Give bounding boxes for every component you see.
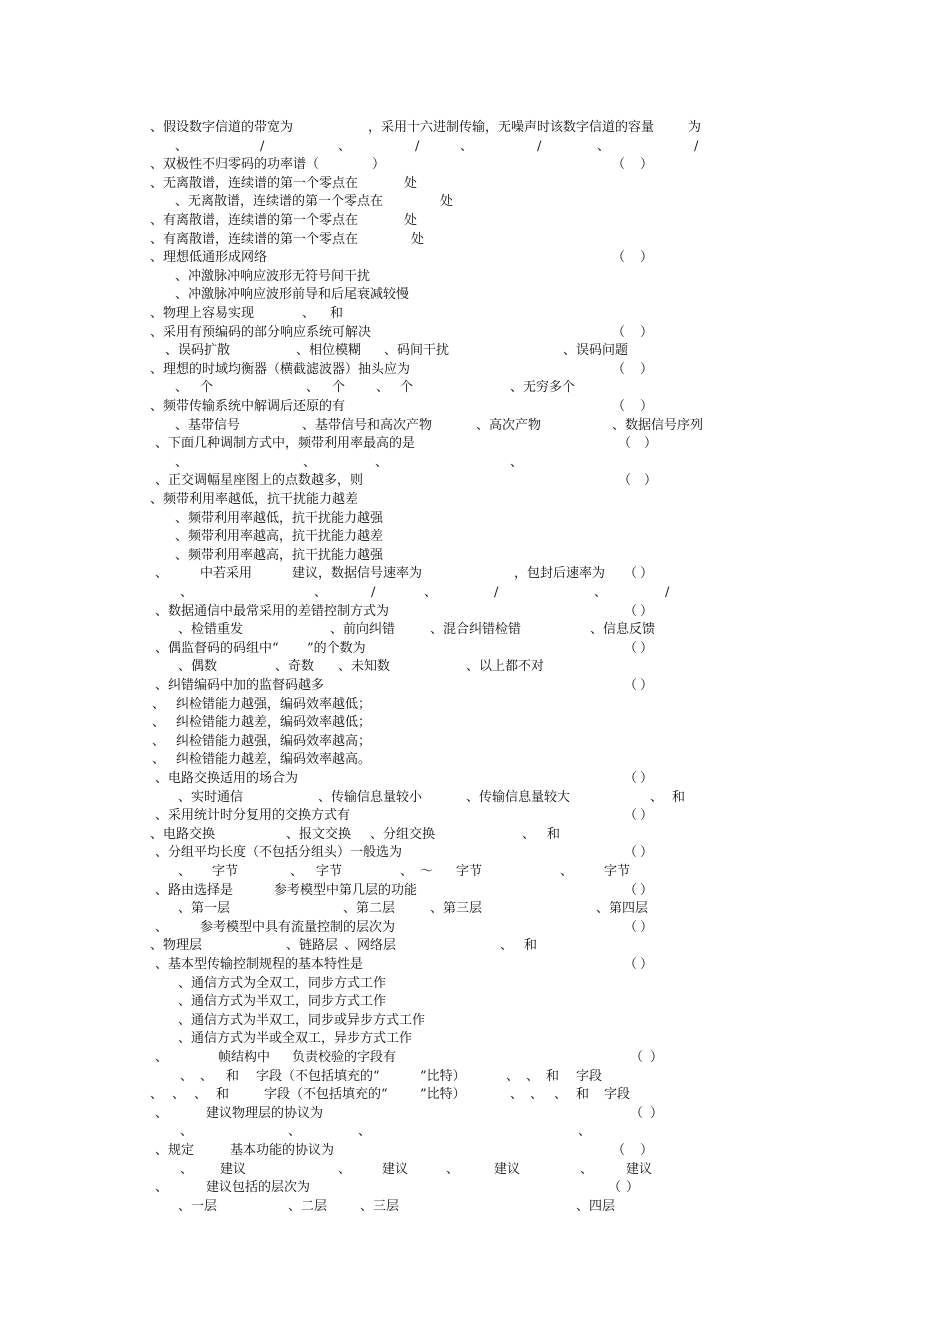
text-segment: 、频带利用率越低，抗干扰能力越差 [150,492,359,507]
text-segment: 、链路层 [286,938,339,954]
text-segment: （ [624,845,638,861]
text-line [0,267,950,286]
text-segment: 、误码扩散 [165,343,231,359]
text-segment: 、 [578,1124,592,1140]
text-segment: 、信息反馈 [590,622,656,638]
text-segment: 、第二层 [343,901,396,917]
text-segment: 处 [404,213,418,228]
text-segment: 、通信方式为半双工，同步或异步方式工作 [178,1012,426,1028]
text-segment: （ [612,399,626,414]
text-segment: 、偶监督码的码组中“ [155,640,279,656]
text-segment: 纠检错能力越强，编码效率越高； [176,733,372,749]
text-line [0,1160,950,1179]
text-line [0,1067,950,1086]
text-line [0,1048,950,1067]
text-segment: 、无离散谱，连续谱的第一个零点在 [150,175,359,191]
text-segment: 、无离散谱，连续谱的第一个零点在 [175,194,384,210]
text-segment: 、 [180,1124,194,1140]
text-segment: 、 [152,733,166,749]
text-segment: 、 [554,1087,568,1103]
text-line [0,657,950,676]
text-line [0,471,950,490]
text-segment: 字节 [604,864,631,879]
text-segment: 、分组平均长度（不包括分组头）一般选为 [155,845,403,861]
text-segment: 、 [338,138,352,154]
text-line [0,285,950,304]
text-segment: 、频带传输系统中解调后还原的有 [150,399,346,414]
text-segment: ） [650,1050,664,1065]
text-segment: 、 [152,715,166,731]
text-segment: 、二层 [288,1198,328,1214]
text-segment: 中若采用 [200,566,253,582]
text-segment: 、混合纠错检错 [430,622,522,638]
text-segment: 建议包括的层次为 [206,1180,311,1196]
text-segment: 、 [560,864,574,879]
text-segment: ） [650,1105,664,1121]
text-line [0,490,950,509]
text-line [0,304,950,323]
text-segment: 和 [524,938,538,954]
text-line [0,1104,950,1123]
text-segment: ”比特） [420,1068,466,1084]
text-segment: 、 [597,138,611,154]
text-segment: 、 [522,826,536,842]
text-segment: 、 [302,306,316,321]
text-segment: （ [624,771,638,786]
text-line [0,806,950,825]
text-segment: 、纠错编码中加的监督码越多 [155,678,325,693]
text-segment: 、实时通信 [178,789,244,805]
text-line [0,918,950,937]
text-segment: 字节 [456,864,483,879]
text-segment: ） [640,399,654,414]
text-segment: 、电路交换适用的场合为 [155,771,299,786]
text-segment: （ [624,808,638,824]
text-line [0,174,950,193]
text-segment: 、 [580,1161,594,1177]
text-segment: 、 [194,1087,208,1103]
text-segment: 、 [290,864,304,879]
text-segment: 、 [178,864,192,879]
text-segment: ”的个数为 [307,640,366,656]
text-segment: （ [624,678,638,693]
text-segment: 和 [330,306,344,321]
text-segment: 、一层 [178,1198,218,1214]
text-segment: ） [640,845,654,861]
text-line [0,713,950,732]
text-segment: / [415,138,420,154]
text-segment: 、奇数 [275,659,315,675]
text-segment: 建议 [382,1161,409,1177]
text-segment: 、物理层 [150,938,203,954]
text-segment: 、第一层 [178,901,231,917]
text-segment: （ [612,324,626,340]
text-segment: 、 [506,1068,520,1084]
text-segment: 、 [155,1050,169,1065]
text-segment: ） [640,1143,654,1158]
text-line [0,974,950,993]
text-segment: 、未知数 [338,659,391,675]
text-line [0,695,950,714]
text-segment: 、 [338,1161,352,1177]
text-line [0,192,950,211]
text-segment: 、假设数字信道的带宽为 [150,120,294,135]
text-line [0,155,950,174]
text-segment: 、 [424,585,438,600]
text-segment: （ [624,640,638,656]
text-segment: 参考模型中第几层的功能 [274,882,418,898]
text-segment: 、规定 [155,1143,195,1158]
text-segment: ） [626,1180,640,1196]
text-segment: 、有离散谱，连续谱的第一个零点在 [150,213,359,228]
text-segment: ） [640,361,654,377]
text-segment: ） [640,566,654,582]
text-segment: （ [624,919,638,935]
text-segment: 、路由选择是 [155,882,234,898]
text-segment: 、 [446,1161,460,1177]
text-line [0,564,950,583]
text-line [0,248,950,267]
text-segment: 处 [404,175,418,191]
text-segment: 基本功能的协议为 [230,1143,335,1158]
text-segment: 、理想的时域均衡器（横截滤波器）抽头应为 [150,361,411,377]
text-segment: 、频带利用率越低，抗干扰能力越强 [175,510,384,526]
text-line [0,1011,950,1030]
text-segment: （ [612,250,626,266]
text-segment: 、 [358,1124,372,1140]
text-segment: （ [612,1143,626,1158]
text-segment: ） [640,157,654,173]
text-segment: （ [608,1180,622,1196]
text-line [0,341,950,360]
text-segment: 、正交调幅星座图上的点数越多，则 [155,473,364,489]
text-segment: 字节 [212,864,239,879]
text-line [0,936,950,955]
text-segment: 、误码问题 [563,343,629,359]
text-segment: 、 [306,380,320,396]
text-segment: 字节 [316,864,343,879]
text-line [0,602,950,621]
text-segment: 、电路交换 [150,826,216,842]
text-segment: 、有离散谱，连续谱的第一个零点在 [150,231,359,247]
text-segment: 、频带利用率越高，抗干扰能力越差 [175,529,384,545]
text-segment: 、基本型传输控制规程的基本特性是 [155,957,364,972]
text-segment: 、 [303,454,317,470]
text-segment: 、第三层 [430,901,483,917]
text-segment: 处 [411,231,425,247]
text-segment: ，包封后速率为 [514,566,606,582]
text-segment: 、频带利用率越高，抗干扰能力越强 [175,547,384,563]
text-line [0,118,950,137]
text-line [0,620,950,639]
text-line [0,323,950,342]
text-line [0,230,950,249]
text-segment: 、 [155,1180,169,1196]
text-segment: 、 [526,1068,540,1084]
text-line [0,788,950,807]
text-line [0,1122,950,1141]
text-segment: 、网络层 [344,938,397,954]
text-segment: 字段（不包括填充的“ [256,1068,380,1084]
text-segment: 、高次产物 [476,417,542,433]
text-line [0,434,950,453]
text-line [0,1029,950,1048]
text-segment: 和 [546,1068,560,1084]
text-line [0,825,950,844]
text-segment: 、码间干扰 [384,343,450,359]
text-segment: / [665,585,670,600]
text-line [0,583,950,602]
text-line [0,750,950,769]
text-segment: 、四层 [576,1198,616,1214]
text-segment: ） [640,808,654,824]
text-segment: 建议 [626,1161,653,1177]
text-segment: 、理想低通形成网络 [150,250,268,266]
text-segment: / [260,138,265,154]
text-segment: 、三层 [360,1198,400,1214]
text-segment: 、以上都不对 [466,659,545,675]
text-segment: ） [640,603,654,619]
text-line [0,397,950,416]
text-segment: 个 [200,380,214,396]
text-line [0,1085,950,1104]
text-line [0,509,950,528]
text-segment: ） [372,157,386,173]
text-segment: 和 [672,789,686,805]
text-line [0,992,950,1011]
text-segment: ） [640,771,654,786]
text-segment: 负责校验的字段有 [292,1050,397,1065]
text-segment: 纠检错能力越强，编码效率越低； [176,696,372,712]
text-segment: （ [612,361,626,377]
text-segment: ） [640,324,654,340]
text-segment: ） [640,919,654,935]
text-segment: 和 [547,826,561,842]
text-segment: 参考模型中具有流量控制的层次为 [200,919,396,935]
text-line [0,1197,950,1216]
text-segment: / [371,585,376,600]
text-segment: 、通信方式为半或全双工，异步方式工作 [178,1031,413,1047]
text-segment: 、 [175,454,189,470]
text-segment: 、报文交换 [286,826,352,842]
text-line [0,955,950,974]
text-segment: 纠检错能力越差，编码效率越高。 [176,752,372,768]
text-segment: 、传输信息量较小 [318,789,423,805]
text-line [0,137,950,156]
text-line [0,639,950,658]
text-segment: ”比特） [420,1087,466,1103]
text-line [0,676,950,695]
text-segment: （ [630,1105,644,1121]
text-segment: 、通信方式为半双工，同步方式工作 [178,994,387,1010]
text-segment: 、数据通信中最常采用的差错控制方式为 [155,603,390,619]
text-segment: 建议物理层的协议为 [206,1105,324,1121]
text-segment: 建议 [494,1161,521,1177]
text-segment: 、 [530,1087,544,1103]
text-line [0,1178,950,1197]
text-line [0,453,950,472]
text-segment: 、 [650,789,664,805]
text-segment: 、 [155,1105,169,1121]
text-segment: 、 [155,566,169,582]
text-segment: 建议 [220,1161,247,1177]
text-segment: 、 [152,752,166,768]
text-segment: 、相位模糊 [296,343,362,359]
text-segment: 、基带信号和高次产物 [302,417,433,433]
text-segment: 、无穷多个 [510,380,576,396]
text-segment: 、物理上容易实现 [150,306,255,321]
text-segment: 、前向纠错 [330,622,396,638]
text-segment: 、检错重发 [178,622,244,638]
text-segment: 、 [175,380,189,396]
text-segment: 纠检错能力越差，编码效率越低； [176,715,372,731]
text-segment: ） [640,957,654,972]
text-segment: ） [640,640,654,656]
text-segment: 、 [510,1087,524,1103]
text-segment: 、 [376,380,390,396]
text-segment: （ [624,566,638,582]
text-segment: 、 [500,938,514,954]
text-line [0,862,950,881]
text-line [0,360,950,379]
text-segment: ，采用十六进制传输，无噪声时该数字信道的容量 [368,120,655,135]
text-segment: 、 [200,1068,214,1084]
text-segment: 字段 [576,1068,603,1084]
text-segment: 个 [400,380,414,396]
text-segment: ） [640,882,654,898]
text-segment: 、 [155,919,169,935]
text-segment: 、 [460,138,474,154]
text-segment: 、 [594,585,608,600]
text-segment: / [694,138,699,154]
text-segment: ） [640,678,654,693]
text-segment: ～ [420,864,434,879]
text-segment: 、 [510,454,524,470]
text-line [0,1141,950,1160]
text-segment: 和 [226,1068,240,1084]
text-line [0,211,950,230]
text-segment: 、采用有预编码的部分响应系统可解决 [150,324,372,340]
text-segment: ） [644,473,658,489]
text-segment: 、 [180,585,194,600]
text-line [0,769,950,788]
text-line [0,378,950,397]
text-segment: ） [640,250,654,266]
text-segment: （ [624,882,638,898]
text-segment: 、第四层 [596,901,649,917]
text-segment: 和 [576,1087,590,1103]
text-segment: 、双极性不归零码的功率谱（ [150,157,320,173]
text-segment: 、传输信息量较大 [466,789,571,805]
text-line [0,899,950,918]
text-segment: 、冲激脉冲响应波形前导和后尾衰减较慢 [175,287,410,303]
text-segment: （ [624,603,638,619]
text-line [0,843,950,862]
text-segment: （ [618,436,632,452]
text-line [0,527,950,546]
text-segment: / [494,585,499,600]
text-segment: 、偶数 [178,659,218,675]
text-segment: （ [618,473,632,489]
text-segment: 、冲激脉冲响应波形无符号间干扰 [175,268,371,284]
text-segment: ） [644,436,658,452]
text-line [0,881,950,900]
text-segment: 、 [150,1087,164,1103]
text-segment: （ [624,957,638,972]
text-segment: 、下面几种调制方式中，频带利用率最高的是 [155,436,416,452]
text-segment: 、 [180,1068,194,1084]
text-segment: 和 [216,1087,230,1103]
text-segment: （ [630,1050,644,1065]
text-segment: 、 [175,138,189,154]
text-line [0,416,950,435]
text-segment: 、基带信号 [175,417,241,433]
text-segment: 、 [288,1124,302,1140]
text-segment: 、 [375,454,389,470]
text-segment: 、 [152,696,166,712]
text-segment: 字段（不包括填充的“ [264,1087,388,1103]
text-line [0,546,950,565]
text-segment: 、 [172,1087,186,1103]
text-line [0,732,950,751]
text-segment: 为 [688,120,702,135]
text-segment: 、 [180,1161,194,1177]
text-segment: 、采用统计时分复用的交换方式有 [155,808,351,824]
text-segment: 、通信方式为全双工，同步方式工作 [178,975,387,991]
text-segment: 建议，数据信号速率为 [292,566,423,582]
text-segment: 处 [440,194,454,210]
text-segment: 个 [332,380,346,396]
text-segment: 帧结构中 [218,1050,271,1065]
text-segment: 、数据信号序列 [612,417,704,433]
text-segment: （ [612,157,626,173]
text-segment: 、分组交换 [370,826,436,842]
text-segment: 字段 [604,1087,631,1103]
text-segment: / [537,138,542,154]
text-segment: 、 [400,864,414,879]
text-segment: 、 [314,585,328,600]
